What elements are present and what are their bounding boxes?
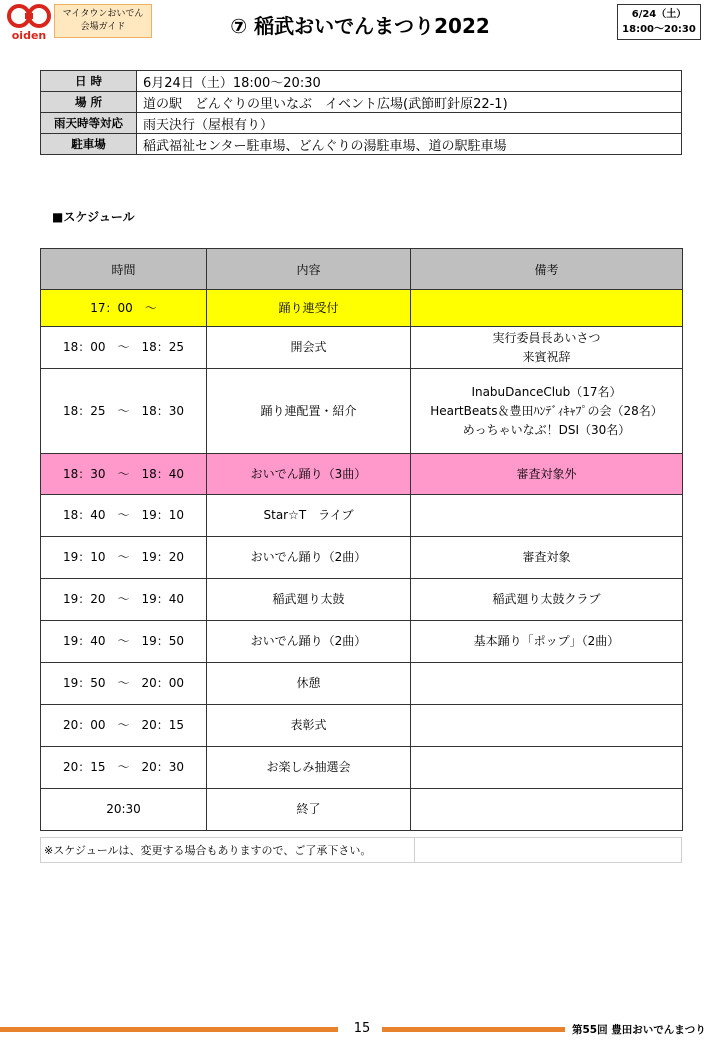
schedule-remarks — [411, 290, 683, 327]
schedule-content: おいでん踊り（2曲） — [207, 621, 411, 663]
schedule-remarks — [411, 579, 683, 621]
column-header-remarks: 備考 — [411, 249, 683, 290]
schedule-note — [40, 837, 682, 863]
info-row-rain — [41, 113, 682, 134]
schedule-row — [41, 663, 683, 705]
schedule-remarks — [411, 369, 683, 454]
info-label: 雨天時等対応 — [41, 113, 137, 134]
schedule-remark-line: InabuDanceClub（17名） — [471, 384, 622, 399]
venue-guide-badge — [54, 4, 152, 38]
schedule-remark-line: 審査対象外 — [516, 466, 577, 481]
info-row-parking — [41, 134, 682, 155]
schedule-row — [41, 705, 683, 747]
info-value: 道の駅 どんぐりの里いなぶ イベント広場(武節町針原22-1) — [137, 92, 682, 113]
schedule-remark-line: HeartBeats＆豊田ﾊﾝﾃﾞｨｷｬﾌﾟの会（28名） — [430, 403, 663, 418]
schedule-row — [41, 579, 683, 621]
schedule-remarks — [411, 537, 683, 579]
schedule-remark-line: 実行委員長あいさつ — [492, 330, 601, 345]
schedule-remark-line: 稲武廻り太鼓クラブ — [492, 592, 601, 606]
schedule-remarks — [411, 495, 683, 537]
info-row-place — [41, 92, 682, 113]
schedule-row — [41, 789, 683, 831]
schedule-time: 20：15 ～ 20：30 — [41, 747, 207, 789]
date-badge — [617, 4, 701, 40]
info-label: 駐車場 — [41, 134, 137, 155]
schedule-content: 稲武廻り太鼓 — [207, 579, 411, 621]
schedule-time: 20：00 ～ 20：15 — [41, 705, 207, 747]
footer-title: 第55回 豊田おいでんまつり — [572, 1024, 706, 1036]
footer-rule-left — [0, 1027, 338, 1032]
schedule-time: 19：10 ～ 19：20 — [41, 537, 207, 579]
schedule-row — [41, 369, 683, 454]
schedule-content: お楽しみ抽選会 — [207, 747, 411, 789]
schedule-row — [41, 290, 683, 327]
info-row-datetime — [41, 71, 682, 92]
oiden-logo — [6, 4, 52, 42]
schedule-remarks — [411, 327, 683, 369]
schedule-content: 開会式 — [207, 327, 411, 369]
schedule-row — [41, 327, 683, 369]
schedule-row — [41, 454, 683, 495]
schedule-row — [41, 747, 683, 789]
schedule-content: おいでん踊り（2曲） — [207, 537, 411, 579]
schedule-table — [40, 248, 683, 831]
schedule-remark-line: めっちゃいなぶ！DSI（30名） — [462, 422, 631, 437]
schedule-remarks — [411, 747, 683, 789]
schedule-remarks — [411, 663, 683, 705]
info-value: 稲武福祉センター駐車場、どんぐりの湯駐車場、道の駅駐車場 — [137, 134, 682, 155]
schedule-content: おいでん踊り（3曲） — [207, 454, 411, 495]
schedule-time: 17：00 ～ — [41, 290, 207, 327]
logo-text: oiden — [11, 29, 47, 42]
schedule-body — [41, 290, 683, 831]
schedule-time: 18：30 ～ 18：40 — [41, 454, 207, 495]
info-label: 場 所 — [41, 92, 137, 113]
date-badge-line-1: 6/24（土） — [631, 9, 687, 20]
schedule-header-row — [41, 249, 683, 290]
schedule-remark-line: 来賓祝辞 — [522, 349, 571, 364]
guide-line-1: マイタウンおいでん — [62, 9, 144, 19]
schedule-remark-line: 基本踊り「ポップ」（2曲） — [473, 634, 620, 648]
schedule-content: 休憩 — [207, 663, 411, 705]
column-header-time: 時間 — [41, 249, 207, 290]
page-number: 15 — [353, 1021, 371, 1036]
schedule-content: 踊り連受付 — [207, 290, 411, 327]
schedule-time: 19：50 ～ 20：00 — [41, 663, 207, 705]
schedule-remark-line: 審査対象 — [522, 550, 571, 564]
schedule-time: 18：25 ～ 18：30 — [41, 369, 207, 454]
schedule-remarks — [411, 705, 683, 747]
footer-rule-right — [382, 1027, 565, 1032]
schedule-time: 18：00 ～ 18：25 — [41, 327, 207, 369]
schedule-row — [41, 621, 683, 663]
schedule-note-text: ※スケジュールは、変更する場合もありますので、ご了承下さい。 — [41, 838, 415, 862]
schedule-time: 19：40 ～ 19：50 — [41, 621, 207, 663]
info-value: 雨天決行（屋根有り） — [137, 113, 682, 134]
schedule-time: 19：20 ～ 19：40 — [41, 579, 207, 621]
info-label: 日 時 — [41, 71, 137, 92]
schedule-content: 終了 — [207, 789, 411, 831]
event-info-table — [40, 70, 682, 155]
schedule-heading: ■スケジュール — [52, 210, 135, 224]
schedule-time: 18：40 ～ 19：10 — [41, 495, 207, 537]
date-badge-line-2: 18:00〜20:30 — [622, 24, 696, 35]
schedule-content: 表彰式 — [207, 705, 411, 747]
schedule-remarks — [411, 789, 683, 831]
schedule-remarks — [411, 454, 683, 495]
schedule-row — [41, 495, 683, 537]
guide-line-2: 会場ガイド — [80, 22, 126, 32]
schedule-content: 踊り連配置・紹介 — [207, 369, 411, 454]
schedule-row — [41, 537, 683, 579]
schedule-remarks — [411, 621, 683, 663]
page-title: ⑦ 稲武おいでんまつり2022 — [230, 14, 490, 38]
info-value: 6月24日（土）18:00〜20:30 — [137, 71, 682, 92]
schedule-content: Star☆T ライブ — [207, 495, 411, 537]
column-header-content: 内容 — [207, 249, 411, 290]
schedule-time: 20:30 — [41, 789, 207, 831]
